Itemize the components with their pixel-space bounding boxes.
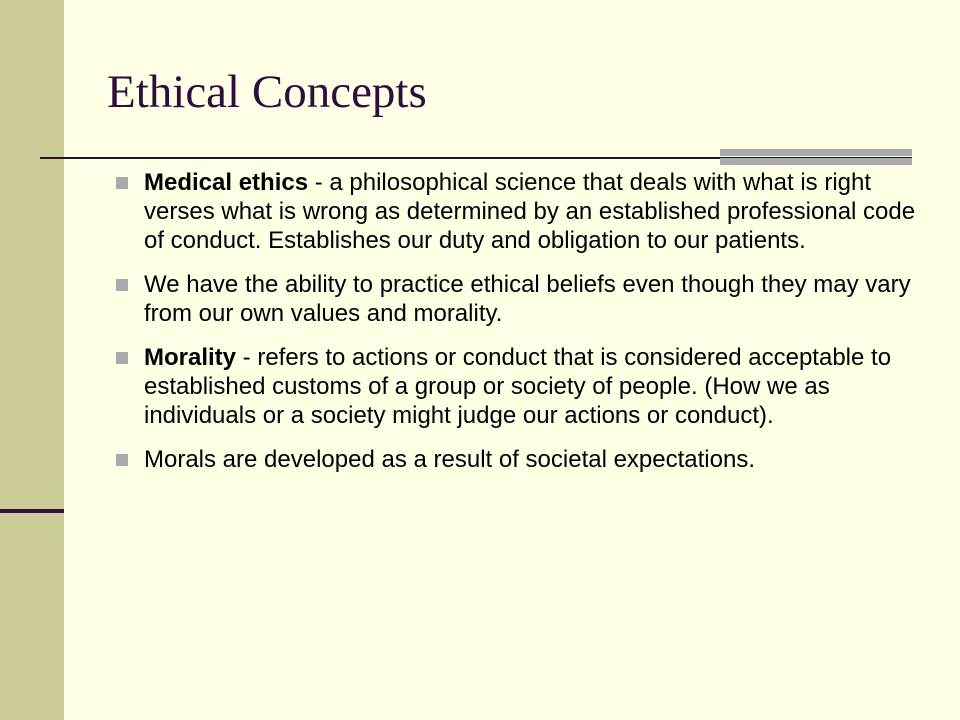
bullet-item-morals-developed [116, 445, 916, 474]
bullet-item-morality [116, 343, 916, 430]
bullet-term: Morality [144, 344, 237, 371]
bullet-term: Medical ethics [144, 169, 309, 196]
title-accent-bars [720, 149, 912, 165]
square-bullet-icon [116, 177, 128, 189]
bullet-text: - refers to actions or conduct that is considered acceptable to established customs of a group or society of people. (How we as individuals or a society might judge our actions or conduct). [144, 344, 892, 429]
bullet-item-practice-ethics [116, 270, 916, 328]
bullet-item-medical-ethics [116, 168, 916, 255]
square-bullet-icon [116, 279, 128, 291]
bullet-list [116, 168, 916, 489]
bullet-text: We have the ability to practice ethical beliefs even though they may vary from our own values and morality. [144, 271, 911, 327]
slide-title: Ethical Concepts [107, 66, 427, 118]
left-accent-bar [0, 509, 64, 513]
square-bullet-icon [116, 352, 128, 364]
square-bullet-icon [116, 454, 128, 466]
bullet-text: - a philosophical science that deals with what is right verses what is wrong as determined by an established professional code of conduct. Establishes our duty and obligation to our patients. [144, 169, 916, 254]
bullet-text: Morals are developed as a result of societal expectations. [144, 446, 756, 473]
left-decorative-band [0, 0, 64, 720]
